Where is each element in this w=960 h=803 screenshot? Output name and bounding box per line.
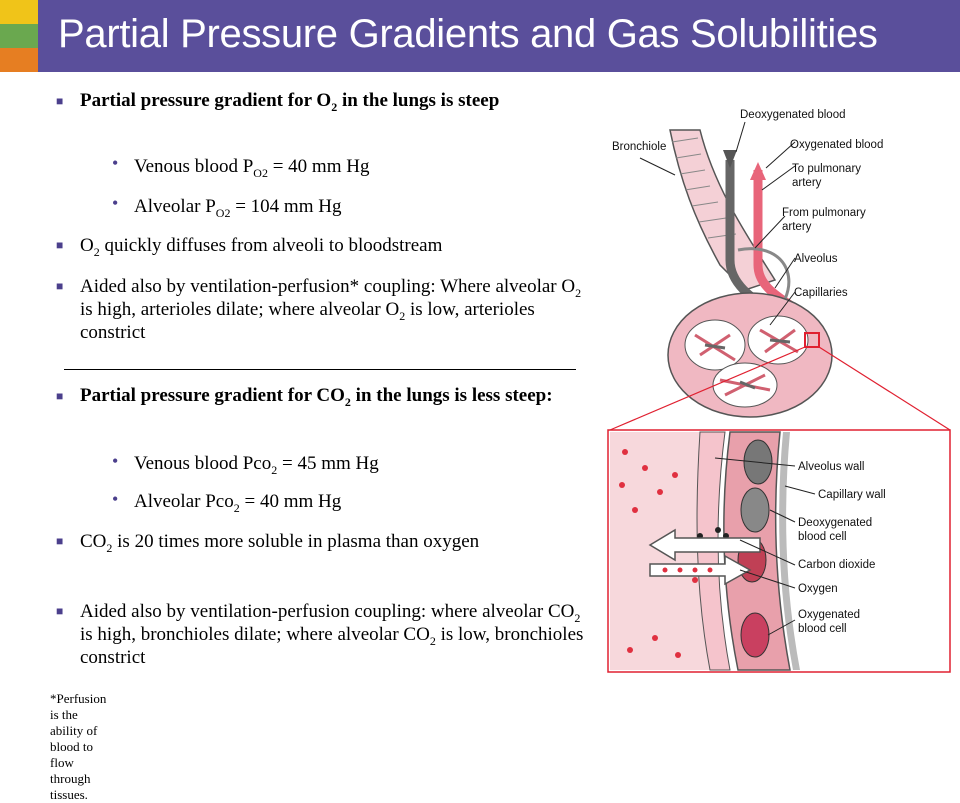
label-from-pulmonary-artery-line1: From pulmonary [782,207,866,219]
label-capillaries: Capillaries [794,287,848,299]
square-bullet-icon: ■ [56,534,64,548]
bullet-co2-gradient: Partial pressure gradient for $CO_2$ in the lungs is less steep: [80,385,553,409]
label-alveolus: Alveolus [794,253,838,265]
slide-title: Partial Pressure Gradients and Gas Solubilities [58,12,878,56]
round-bullet-icon: • [112,153,119,173]
bullet-alveolar-pco2: Alveolar Pco$_2$ = 40 mm Hg [134,491,342,515]
label-to-pulmonary-artery-line2: artery [792,177,822,189]
label-capillary-wall: Capillary wall [818,489,886,501]
accent-tab-orange [0,48,38,72]
accent-tab-green [0,24,38,48]
alveolus-diagram [600,90,960,690]
bullet-co2-solubility: $CO_2$ is 20 times more soluble in plasma than oxygen [80,531,480,555]
square-bullet-icon: ■ [56,604,64,618]
label-deoxygenated-blood: Deoxygenated blood [740,109,846,121]
bullet-alveolar-po2: Alveolar $P_{O2} = 104$ mm Hg [134,196,342,220]
accent-tabs [0,0,38,72]
section-divider [64,369,576,370]
bullet-vp-coupling-co2: Aided also by ventilation-perfusion coupling: where alveolar $CO_2$ is high, bronchioles dilate; where alveolar $CO_2$ is low, bronchioles constrict [80,601,584,668]
round-bullet-icon: • [112,489,119,509]
label-deoxygenated-blood-cell-line2: blood cell [798,531,847,543]
label-to-pulmonary-artery-line1: To pulmonary [792,163,862,175]
square-bullet-icon: ■ [56,279,64,293]
label-from-pulmonary-artery-line2: artery [782,221,812,233]
round-bullet-icon: • [112,451,119,471]
bullet-o2-gradient: Partial pressure gradient for $O_2$ in the lungs is steep [80,90,500,114]
square-bullet-icon: ■ [56,94,64,108]
label-deoxygenated-blood-cell-line1: Deoxygenated [798,517,873,529]
label-oxygenated-blood-cell-line1: Oxygenated [798,609,861,621]
alveolus-diagram-svg [600,90,960,690]
label-oxygen: Oxygen [798,583,838,595]
label-bronchiole: Bronchiole [612,141,667,153]
label-carbon-dioxide: Carbon dioxide [798,559,876,571]
square-bullet-icon: ■ [56,389,64,403]
bullet-venous-po2: Venous blood $P_{O2} = 40$ mm Hg [134,156,370,180]
title-bar [0,0,960,72]
bullet-venous-pco2: Venous blood Pco$_2$ = 45 mm Hg [134,453,379,477]
magnified-capillary-illustration [608,430,950,672]
round-bullet-icon: • [112,193,119,213]
bullet-o2-diffuses: $O_2$ quickly diffuses from alveoli to bloodstream [80,235,443,259]
footnote: *Perfusion is the ability of blood to flow through tissues. [50,691,107,802]
bullet-vp-coupling-o2: Aided also by ventilation-perfusion* coupling: Where alveolar $O_2$ is high, arterioles dilate; where alveolar $O_2$ is low, arterioles constrict [80,276,582,343]
label-oxygenated-blood: Oxygenated blood [790,139,884,151]
label-alveolus-wall: Alveolus wall [798,461,865,473]
square-bullet-icon: ■ [56,238,64,252]
accent-tab-yellow [0,0,38,24]
label-oxygenated-blood-cell-line2: blood cell [798,623,847,635]
